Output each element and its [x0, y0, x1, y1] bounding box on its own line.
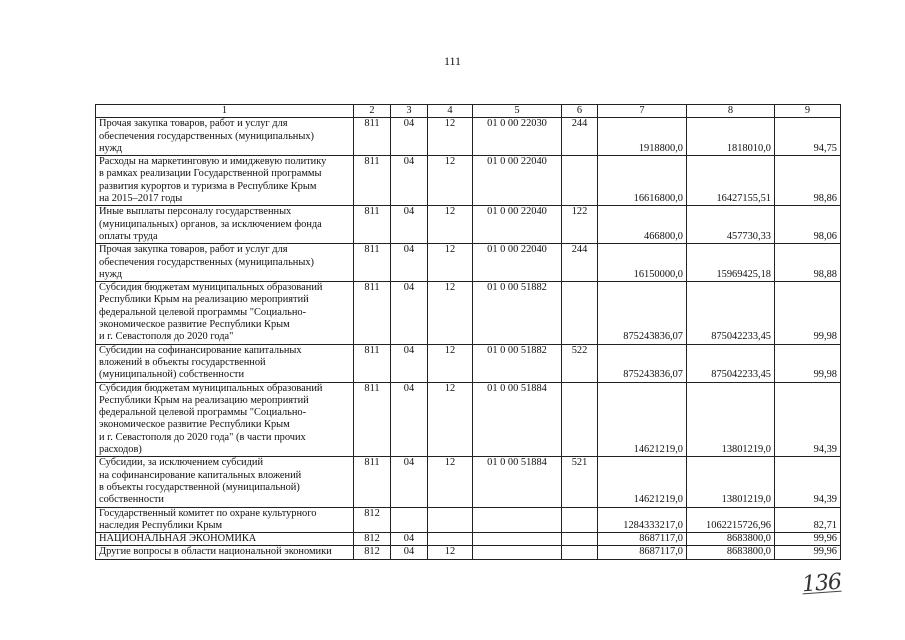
executed-amount-cell: 16427155,51	[687, 156, 775, 206]
description-line: Республики Крым на реализацию мероприятий	[99, 394, 309, 406]
description-line: Республики Крым на реализацию мероприятий	[99, 294, 309, 306]
expense-type-cell	[562, 282, 598, 344]
section-cell: 04	[391, 206, 428, 244]
executed-amount-cell: 1062215726,96	[687, 507, 775, 533]
header-cell: 6	[562, 105, 598, 118]
subsection-cell: 12	[428, 546, 473, 559]
planned-amount-cell: 875243836,07	[598, 344, 687, 382]
planned-amount-cell: 8687117,0	[598, 533, 687, 546]
percent-cell: 82,71	[775, 507, 841, 533]
executed-amount-cell: 8683800,0	[687, 546, 775, 559]
executed-amount-cell: 13801219,0	[687, 382, 775, 457]
section-cell: 04	[391, 118, 428, 156]
subsection-cell: 12	[428, 156, 473, 206]
section-cell: 04	[391, 156, 428, 206]
description-line: оплаты труда	[99, 230, 158, 242]
target-article-cell: 01 0 00 22030	[473, 118, 562, 156]
description-line: наследия Республики Крым	[99, 519, 223, 531]
description-line: Государственный комитет по охране культурного	[99, 507, 317, 519]
planned-amount-cell: 8687117,0	[598, 546, 687, 559]
expense-type-cell	[562, 507, 598, 533]
description-line: нужд	[99, 268, 123, 280]
expense-type-cell: 522	[562, 344, 598, 382]
description-line: развития курортов и туризма в Республике Крым	[99, 180, 317, 192]
section-cell: 04	[391, 244, 428, 282]
description-line: НАЦИОНАЛЬНАЯ ЭКОНОМИКА	[99, 533, 257, 545]
description-line: и г. Севастополя до 2020 года"	[99, 331, 234, 343]
code-811-cell: 812	[354, 533, 391, 546]
target-article-cell	[473, 533, 562, 546]
target-article-cell: 01 0 00 51884	[473, 382, 562, 457]
description-cell	[96, 382, 354, 457]
executed-amount-cell: 875042233,45	[687, 344, 775, 382]
subsection-cell: 12	[428, 118, 473, 156]
description-line: Прочая закупка товаров, работ и услуг для	[99, 244, 288, 256]
percent-cell: 98,86	[775, 156, 841, 206]
description-cell	[96, 457, 354, 507]
description-line: федеральной целевой программы "Социально-	[99, 407, 307, 419]
description-line: (муниципальной) собственности	[99, 369, 245, 381]
planned-amount-cell: 1284333217,0	[598, 507, 687, 533]
header-cell: 7	[598, 105, 687, 118]
description-line: Иные выплаты персоналу государственных	[99, 206, 292, 218]
percent-cell: 94,75	[775, 118, 841, 156]
code-811-cell: 812	[354, 546, 391, 559]
description-line: Субсидии, за исключением субсидий	[99, 457, 264, 469]
planned-amount-cell: 14621219,0	[598, 457, 687, 507]
code-811-cell: 811	[354, 156, 391, 206]
code-811-cell: 811	[354, 118, 391, 156]
description-line: (муниципальных) органов, за исключением фонда	[99, 218, 322, 230]
table-row	[96, 546, 841, 559]
expense-type-cell	[562, 533, 598, 546]
subsection-cell: 12	[428, 344, 473, 382]
header-cell: 4	[428, 105, 473, 118]
target-article-cell: 01 0 00 22040	[473, 244, 562, 282]
planned-amount-cell: 466800,0	[598, 206, 687, 244]
description-line: в рамках реализации Государственной программы	[99, 168, 322, 180]
expense-type-cell	[562, 156, 598, 206]
description-line: экономическое развитие Республики Крым	[99, 319, 290, 331]
subsection-cell: 12	[428, 206, 473, 244]
percent-cell: 99,96	[775, 533, 841, 546]
description-line: Другие вопросы в области национальной экономики	[99, 546, 332, 558]
subsection-cell	[428, 507, 473, 533]
expense-type-cell	[562, 546, 598, 559]
section-cell	[391, 507, 428, 533]
table-row	[96, 457, 841, 507]
header-cell: 9	[775, 105, 841, 118]
description-cell	[96, 244, 354, 282]
description-cell	[96, 344, 354, 382]
subsection-cell: 12	[428, 282, 473, 344]
expense-type-cell: 122	[562, 206, 598, 244]
code-811-cell: 811	[354, 206, 391, 244]
handwritten-sheet-number: 136	[801, 569, 842, 598]
table-row	[96, 156, 841, 206]
target-article-cell	[473, 546, 562, 559]
planned-amount-cell: 875243836,07	[598, 282, 687, 344]
header-cell: 8	[687, 105, 775, 118]
percent-cell: 98,88	[775, 244, 841, 282]
table-row	[96, 507, 841, 533]
executed-amount-cell: 875042233,45	[687, 282, 775, 344]
description-cell	[96, 206, 354, 244]
planned-amount-cell: 14621219,0	[598, 382, 687, 457]
header-cell: 2	[354, 105, 391, 118]
description-line: обеспечения государственных (муниципальных)	[99, 130, 315, 142]
table-row	[96, 282, 841, 344]
expense-type-cell: 244	[562, 244, 598, 282]
table-row	[96, 118, 841, 156]
executed-amount-cell: 1818010,0	[687, 118, 775, 156]
table-row	[96, 382, 841, 457]
target-article-cell: 01 0 00 51882	[473, 344, 562, 382]
header-row	[96, 105, 841, 118]
target-article-cell: 01 0 00 22040	[473, 156, 562, 206]
percent-cell: 94,39	[775, 457, 841, 507]
description-cell	[96, 118, 354, 156]
table-row	[96, 244, 841, 282]
description-line: собственности	[99, 494, 164, 506]
subsection-cell: 12	[428, 382, 473, 457]
header-cell: 1	[96, 105, 354, 118]
executed-amount-cell: 8683800,0	[687, 533, 775, 546]
expense-type-cell	[562, 382, 598, 457]
description-cell	[96, 533, 354, 546]
code-811-cell: 811	[354, 344, 391, 382]
target-article-cell: 01 0 00 51884	[473, 457, 562, 507]
table-row	[96, 206, 841, 244]
section-cell: 04	[391, 382, 428, 457]
code-811-cell: 811	[354, 244, 391, 282]
code-811-cell: 811	[354, 457, 391, 507]
planned-amount-cell: 1918800,0	[598, 118, 687, 156]
expense-type-cell: 244	[562, 118, 598, 156]
section-cell: 04	[391, 282, 428, 344]
code-811-cell: 812	[354, 507, 391, 533]
subsection-cell: 12	[428, 457, 473, 507]
description-line: и г. Севастополя до 2020 года" (в части прочих	[99, 431, 306, 443]
target-article-cell: 01 0 00 22040	[473, 206, 562, 244]
percent-cell: 94,39	[775, 382, 841, 457]
description-line: на софинансирование капитальных вложений	[99, 469, 302, 481]
subsection-cell	[428, 533, 473, 546]
executed-amount-cell: 457730,33	[687, 206, 775, 244]
description-line: на 2015–2017 годы	[99, 193, 183, 205]
header-cell: 3	[391, 105, 428, 118]
percent-cell: 99,98	[775, 344, 841, 382]
description-cell	[96, 282, 354, 344]
budget-table	[95, 104, 841, 560]
target-article-cell	[473, 507, 562, 533]
description-line: в объекты государственной (муниципальной)	[99, 481, 300, 493]
description-line: экономическое развитие Республики Крым	[99, 419, 290, 431]
percent-cell: 99,98	[775, 282, 841, 344]
table-row	[96, 344, 841, 382]
section-cell: 04	[391, 344, 428, 382]
description-cell	[96, 156, 354, 206]
planned-amount-cell: 16616800,0	[598, 156, 687, 206]
description-cell	[96, 507, 354, 533]
page-number: 111	[443, 54, 462, 68]
description-line: обеспечения государственных (муниципальных)	[99, 256, 315, 268]
description-line: Субсидия бюджетам муниципальных образований	[99, 282, 323, 294]
section-cell: 04	[391, 457, 428, 507]
description-line: нужд	[99, 142, 123, 154]
section-cell: 04	[391, 546, 428, 559]
expense-type-cell: 521	[562, 457, 598, 507]
percent-cell: 99,96	[775, 546, 841, 559]
table-body	[96, 105, 841, 560]
planned-amount-cell: 16150000,0	[598, 244, 687, 282]
description-line: Субсидия бюджетам муниципальных образований	[99, 382, 323, 394]
code-811-cell: 811	[354, 382, 391, 457]
target-article-cell: 01 0 00 51882	[473, 282, 562, 344]
table-row	[96, 533, 841, 546]
code-811-cell: 811	[354, 282, 391, 344]
subsection-cell: 12	[428, 244, 473, 282]
header-cell: 5	[473, 105, 562, 118]
description-line: Субсидии на софинансирование капитальных	[99, 344, 302, 356]
executed-amount-cell: 15969425,18	[687, 244, 775, 282]
description-line: Прочая закупка товаров, работ и услуг для	[99, 118, 288, 130]
section-cell: 04	[391, 533, 428, 546]
description-line: федеральной целевой программы "Социально-	[99, 306, 307, 318]
description-cell	[96, 546, 354, 559]
description-line: Расходы на маркетинговую и имиджевую политику	[99, 156, 327, 168]
percent-cell: 98,06	[775, 206, 841, 244]
executed-amount-cell: 13801219,0	[687, 457, 775, 507]
description-line: расходов)	[99, 444, 142, 456]
description-line: вложений в объекты государственной	[99, 356, 266, 368]
